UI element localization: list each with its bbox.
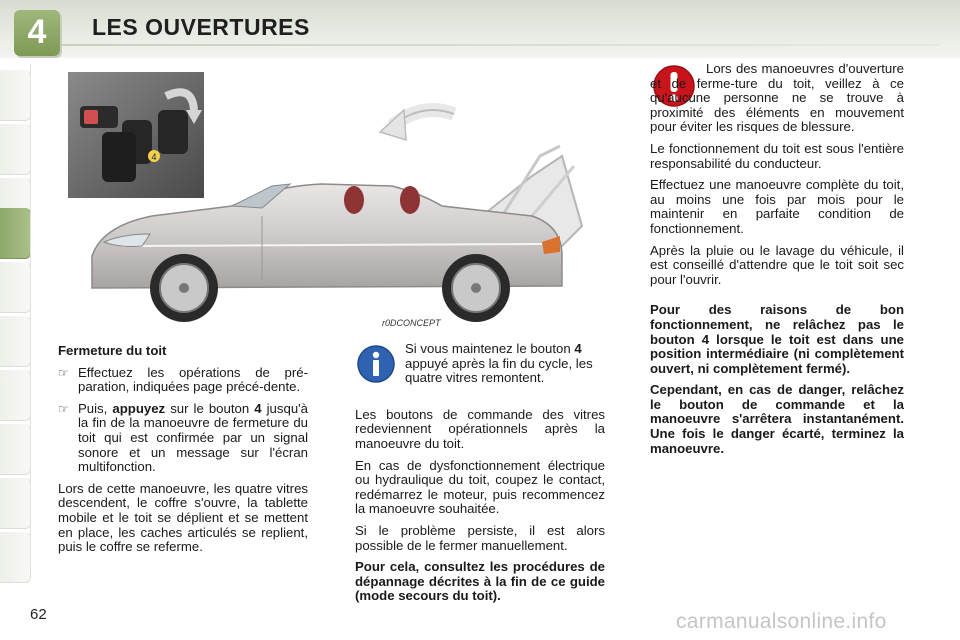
side-tab-5[interactable] (0, 262, 31, 313)
body-paragraph: Si le problème persiste, il est alors possible de le fermer manuellement. (355, 522, 605, 553)
middle-column (355, 342, 605, 611)
bold-paragraph: Pour des raisons de bon fonctionnement, ne relâchez pas le bouton 4 lorsque le toit est dans une position intermédiaire (ni complètement ouvert, ni complètement fermé). (650, 302, 904, 376)
title-underline (60, 44, 940, 46)
side-tab-9[interactable] (0, 478, 31, 529)
side-tab-10[interactable] (0, 532, 31, 583)
body-paragraph: Les boutons de commande des vitres redeviennent opérationnels après la manoeuvre du toit. (355, 406, 605, 451)
bold-paragraph: Cependant, en cas de danger, relâchez le bouton de commande et la manoeuvre s'arrêtera instantanément. Une fois le danger écarté, terminez la manoeuvre. (650, 382, 904, 456)
page-title: LES OUVERTURES (92, 14, 310, 40)
bullet-text: Puis, appuyez sur le bouton 4 jusqu'à la fin de la manoeuvre de fermeture du toit qui est confirmée par un signal sonore et un message sur l'écran multifonction. (78, 400, 309, 475)
illustration-label: r0DCONCEPT (382, 318, 441, 328)
right-column (650, 62, 904, 463)
pointing-hand-icon: ☞ (58, 401, 69, 416)
info-note: Si vous maintenez le bouton 4 appuyé après la fin du cycle, les quatre vitres remontent. (405, 341, 593, 386)
body-paragraph: En cas de dysfonctionnement électrique ou hydraulique du toit, coupez le contact, redémarrez le moteur, puis recommencez la manoeuvre souhaitée. (355, 457, 605, 517)
side-tab-6[interactable] (0, 316, 31, 367)
side-tab-7[interactable] (0, 370, 31, 421)
chapter-badge (14, 10, 60, 56)
chapter-number: 4 (27, 13, 47, 51)
bullet-text: Effectuez les opérations de pré-paration, indiquées page précé-dente. (78, 364, 308, 395)
warning-text: Lors des manoeuvres d'ouverture et de ferme-ture du toit, veillez à ce qu'aucune personne ne se trouve à proximité des éléments en mouvement pour éviter les risques de blessure. (650, 61, 904, 135)
body-paragraph: Le fonctionnement du toit est sous l'entière responsabilité du conducteur. (650, 140, 904, 171)
side-tab-4-active[interactable] (0, 208, 31, 259)
control-buttons-inset (68, 72, 204, 198)
watermark: carmanualsonline.info (676, 610, 887, 633)
bullet-item (58, 366, 308, 395)
pointing-hand-icon: ☞ (58, 365, 69, 380)
body-paragraph: Après la pluie ou le lavage du véhicule, il est conseillé d'attendre que le toit soit sec pour l'ouvrir. (650, 242, 904, 287)
left-column (58, 344, 308, 562)
convertible-car-illustration (62, 66, 622, 336)
bullet-item (58, 402, 308, 475)
side-tab-1[interactable] (0, 70, 31, 121)
side-tab-8[interactable] (0, 424, 31, 475)
inset-callout: 4 (151, 152, 157, 162)
section-heading: Fermeture du toit (58, 343, 167, 358)
sidebar-divider (30, 64, 31, 574)
body-paragraph: Effectuez une manoeuvre complète du toit, au moins une fois par mois pour le maintenir en parfaite condition de fonctionnement. (650, 177, 904, 236)
bold-paragraph: Pour cela, consultez les procédures de dépannage décrites à la fin de ce guide (mode secours du toit). (355, 559, 605, 604)
body-paragraph: Lors de cette manoeuvre, les quatre vitres descendent, le coffre s'ouvre, la tablette mobile et le toit se déplient et se mettent en place, les caches articulés se replient, puis le coffre se referme. (58, 480, 308, 555)
page-number: 62 (30, 606, 47, 623)
side-tab-2[interactable] (0, 124, 31, 175)
